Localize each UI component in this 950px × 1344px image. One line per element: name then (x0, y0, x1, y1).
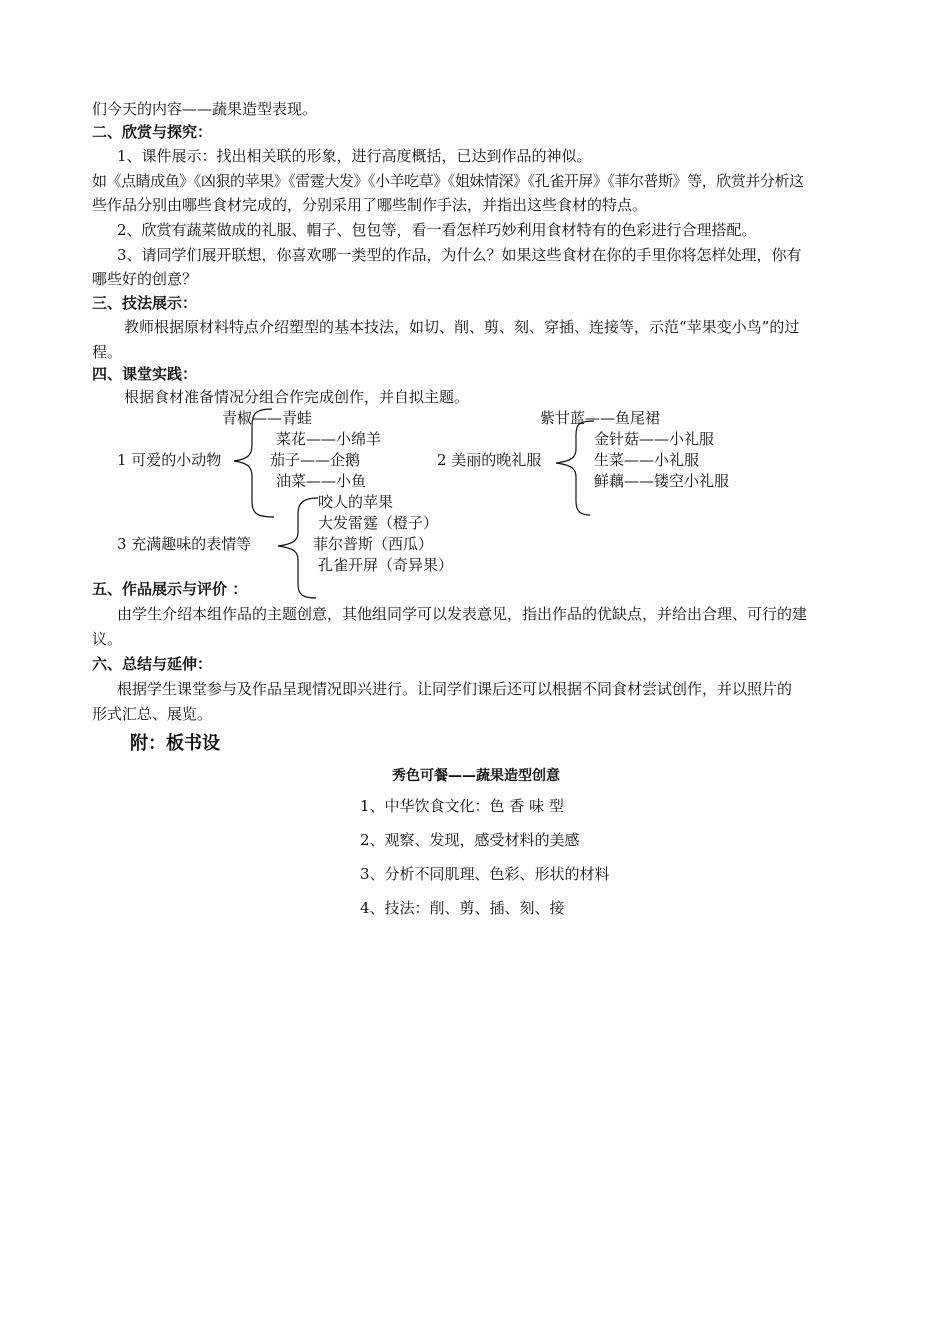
group-3-item-2: 大发雷霆（橙子） (318, 514, 439, 532)
section-2-para-1b-line-1: 如《点睛成鱼》《凶狠的苹果》《雷霆大发》《小羊吃草》《姐妹情深》《孔雀开屏》《菲尔普斯》等，欣赏并分析这 (92, 172, 804, 190)
board-item-3: 3、分析不同肌理、色彩、形状的材料 (360, 865, 610, 883)
section-5-para-line-1: 由学生介绍本组作品的主题创意，其他组同学可以发表意见，指出作品的优缺点，并给出合理、可行的建 (117, 605, 808, 623)
section-2-para-3-line-1: 3、请同学们展开联想，你喜欢哪一类型的作品，为什么？如果这些食材在你的手里你将怎样处理，你有 (117, 246, 802, 264)
appendix-heading: 附：板书设 (130, 733, 220, 754)
group-1-item-4: 油菜——小鱼 (276, 472, 367, 490)
board-title: 秀色可餐——蔬果造型创意 (392, 768, 560, 784)
intro-line: 们今天的内容——蔬果造型表现。 (92, 100, 318, 118)
board-item-2: 2、观察、发现，感受材料的美感 (360, 831, 580, 849)
group-2-item-2: 金针菇——小礼服 (594, 430, 715, 448)
group-3-item-1: 咬人的苹果 (318, 493, 394, 511)
section-4-para: 根据食材准备情况分组合作完成创作，并自拟主题。 (124, 388, 470, 406)
section-4-heading: 四、课堂实践： (92, 365, 198, 383)
section-2-para-1: 1、课件展示：找出相关联的形象，进行高度概括，已达到作品的神似。 (117, 147, 592, 165)
group-3-title: 3 充满趣味的表情等 (117, 535, 252, 553)
group-2-item-4: 鲜藕——镂空小礼服 (594, 472, 730, 490)
section-3-para-line-2: 程。 (92, 343, 123, 361)
section-6-para-line-1: 根据学生课堂参与及作品呈现情况即兴进行。让同学们课后还可以根据不同食材尝试创作，并以照片的 (117, 680, 793, 698)
group-2-title: 2 美丽的晚礼服 (437, 451, 542, 469)
section-2-heading: 二、欣赏与探究： (92, 123, 213, 141)
group-1-title: 1 可爱的小动物 (117, 451, 222, 469)
section-2-para-2: 2、欣赏有蔬菜做成的礼服、帽子、包包等，看一看怎样巧妙利用食材特有的色彩进行合理搭配。 (117, 221, 757, 239)
group-2-item-3: 生菜——小礼服 (594, 451, 700, 469)
section-5-heading: 五、作品展示与评价 ： (92, 580, 248, 598)
board-item-1: 1、中华饮食文化：色 香 味 型 (360, 797, 564, 815)
section-3-heading: 三、技法展示： (92, 294, 198, 312)
group-3-item-4: 孔雀开屏（奇异果） (318, 556, 454, 574)
board-item-4: 4、技法：削、剪、插、刻、接 (360, 899, 565, 917)
section-5-para-line-2: 议。 (92, 630, 123, 648)
group-1-item-3: 茄子——企鹅 (270, 451, 361, 469)
group-3-item-3: 菲尔普斯（西瓜） (313, 535, 434, 553)
section-6-para-line-2: 形式汇总、展览。 (92, 705, 213, 723)
section-3-para-line-1: 教师根据原材料特点介绍塑型的基本技法，如切、削、剪、刻、穿插、连接等，示范“苹果变小鸟”的过 (124, 318, 800, 336)
group-2-item-1: 紫甘蓝——鱼尾裙 (540, 409, 661, 427)
section-2-para-3-line-2: 哪些好的创意？ (92, 270, 198, 288)
group-1-item-2: 菜花——小绵羊 (276, 430, 382, 448)
section-2-para-1b-line-2: 些作品分别由哪些食材完成的，分别采用了哪些制作手法，并指出这些食材的特点。 (92, 196, 648, 214)
section-6-heading: 六、总结与延伸： (92, 655, 213, 673)
group-1-item-1: 青椒——青蛙 (222, 409, 313, 427)
